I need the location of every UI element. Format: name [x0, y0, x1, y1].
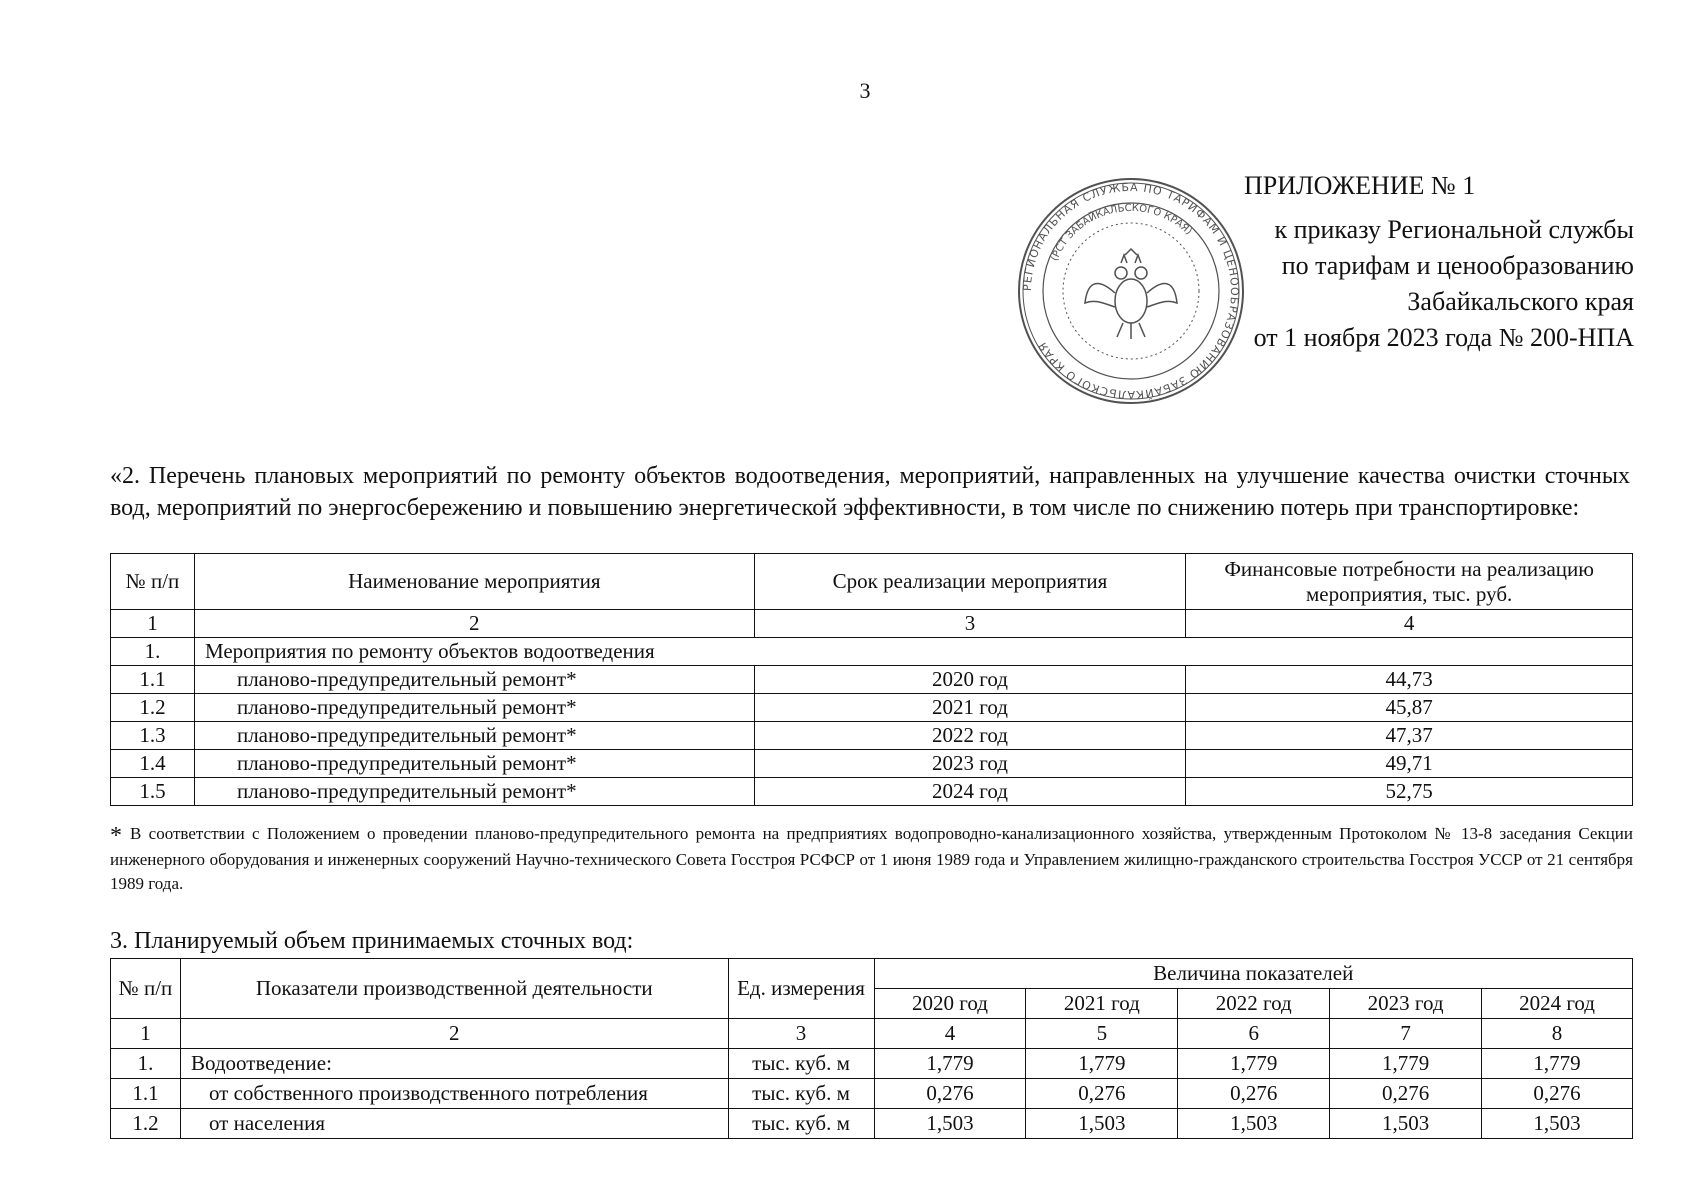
measure-name: планово-предупредительный ремонт* [194, 778, 754, 806]
col-number: 1 [111, 1019, 181, 1049]
measure-name: планово-предупредительный ремонт* [194, 694, 754, 722]
repair-measures-table [110, 553, 1633, 806]
measure-name: планово-предупредительный ремонт* [194, 750, 754, 778]
row-num: 1. [111, 1049, 181, 1079]
col-number: 7 [1330, 1019, 1482, 1049]
header-indicator: Показатели производственной деятельности [180, 959, 728, 1019]
indicator-value: 1,779 [874, 1049, 1026, 1079]
indicator-value: 0,276 [874, 1079, 1026, 1109]
header-year: 2023 год [1330, 989, 1482, 1019]
col-number: 8 [1482, 1019, 1633, 1049]
wastewater-volume-table [110, 958, 1633, 1139]
indicator-unit: тыс. куб. м [728, 1109, 874, 1139]
header-measure-name: Наименование мероприятия [194, 554, 754, 610]
indicator-value: 0,276 [1026, 1079, 1178, 1109]
measure-name: планово-предупредительный ремонт* [194, 666, 754, 694]
row-num: 1. [111, 638, 195, 666]
measure-amount: 49,71 [1186, 750, 1633, 778]
indicator-name: Водоотведение: [180, 1049, 728, 1079]
header-num: № п/п [111, 959, 181, 1019]
measure-amount: 45,87 [1186, 694, 1633, 722]
group-label: Мероприятия по ремонту объектов водоотведения [194, 638, 1632, 666]
col-number: 2 [180, 1019, 728, 1049]
svg-text:РЕГИОНАЛЬНАЯ СЛУЖБА ПО ТАРИФАМ: РЕГИОНАЛЬНАЯ СЛУЖБА ПО ТАРИФАМ И ЦЕНООБРАЗОВАНИЮ ЗАБАЙКАЛЬСКОГО КРАЯ [1020, 180, 1242, 402]
table-row [111, 750, 1633, 778]
table-row [111, 694, 1633, 722]
indicator-value: 0,276 [1178, 1079, 1330, 1109]
order-line-1: к приказу Региональной службы [1274, 215, 1634, 244]
footnote [110, 822, 1633, 896]
table-row [111, 722, 1633, 750]
col-number: 3 [728, 1019, 874, 1049]
indicator-value: 1,503 [1330, 1109, 1482, 1139]
col-number: 2 [194, 610, 754, 638]
measure-amount: 44,73 [1186, 666, 1633, 694]
header-term: Срок реализации мероприятия [754, 554, 1186, 610]
section-2-title: «2. Перечень плановых мероприятий по ремонту объектов водоотведения, мероприятий, направленных на улучшение качества очистки сточных вод, мероприятий по энергосбережению и повышению энергетической эффективности, в том числе по снижению потерь при транспортировке: [110, 463, 1630, 521]
order-line-3: Забайкальского края [1407, 287, 1634, 316]
row-num: 1.4 [111, 750, 195, 778]
appendix-order-reference [1150, 212, 1634, 356]
col-number: 1 [111, 610, 195, 638]
indicator-name: от населения [180, 1109, 728, 1139]
indicator-value: 1,779 [1026, 1049, 1178, 1079]
row-num: 1.1 [111, 1079, 181, 1109]
indicator-value: 0,276 [1482, 1079, 1633, 1109]
section-3-title: 3. Планируемый объем принимаемых сточных вод: [110, 928, 634, 954]
header-unit: Ед. измерения [728, 959, 874, 1019]
measure-term: 2021 год [754, 694, 1186, 722]
header-year: 2020 год [874, 989, 1026, 1019]
measure-amount: 52,75 [1186, 778, 1633, 806]
row-num: 1.2 [111, 1109, 181, 1139]
table-row [111, 1079, 1633, 1109]
header-financial-needs: Финансовые потребности на реализацию мероприятия, тыс. руб. [1186, 554, 1633, 610]
row-num: 1.5 [111, 778, 195, 806]
indicator-value: 1,503 [1026, 1109, 1178, 1139]
order-line-4: от 1 ноября 2023 года № 200-НПА [1253, 323, 1634, 352]
header-year: 2022 год [1178, 989, 1330, 1019]
col-number: 4 [874, 1019, 1026, 1049]
indicator-value: 1,779 [1482, 1049, 1633, 1079]
col-number: 3 [754, 610, 1186, 638]
measure-term: 2020 год [754, 666, 1186, 694]
row-num: 1.1 [111, 666, 195, 694]
indicator-value: 1,779 [1330, 1049, 1482, 1079]
indicator-value: 1,503 [1482, 1109, 1633, 1139]
indicator-name: от собственного производственного потребления [180, 1079, 728, 1109]
svg-text:(РСТ ЗАБАЙКАЛЬСКОГО КРАЯ): (РСТ ЗАБАЙКАЛЬСКОГО КРАЯ) [1049, 202, 1194, 263]
indicator-value: 1,779 [1178, 1049, 1330, 1079]
page-number: 3 [859, 78, 871, 103]
indicator-value: 1,503 [1178, 1109, 1330, 1139]
footnote-text: В соответствии с Положением о проведении планово-предупредительного ремонта на предприятиях водопроводно-канализационного хозяйства, утвержденным Протоколом № 13-8 заседания Секции инженерного оборудования и инженерных сооружений Научно-технического Совета Госстроя РСФСР от 1 июня 1989 года и Управлением жилищно-гражданского строительства Госстроя УССР от 21 сентября 1989 года. [110, 824, 1633, 893]
col-number: 4 [1186, 610, 1633, 638]
table-row [111, 1109, 1633, 1139]
header-year: 2021 год [1026, 989, 1178, 1019]
header-num: № п/п [111, 554, 195, 610]
table-row-group [111, 638, 1633, 666]
table-row [111, 1049, 1633, 1079]
appendix-title: ПРИЛОЖЕНИЕ № 1 [1244, 171, 1476, 200]
measure-name: планово-предупредительный ремонт* [194, 722, 754, 750]
indicator-unit: тыс. куб. м [728, 1079, 874, 1109]
header-values-group: Величина показателей [874, 959, 1633, 989]
row-num: 1.2 [111, 694, 195, 722]
footnote-mark: * [110, 823, 122, 849]
table-row [111, 666, 1633, 694]
appendix-header [1150, 168, 1670, 356]
order-line-2: по тарифам и ценообразованию [1281, 251, 1634, 280]
indicator-unit: тыс. куб. м [728, 1049, 874, 1079]
col-number: 5 [1026, 1019, 1178, 1049]
indicator-value: 0,276 [1330, 1079, 1482, 1109]
header-year: 2024 год [1482, 989, 1633, 1019]
measure-term: 2022 год [754, 722, 1186, 750]
measure-amount: 47,37 [1186, 722, 1633, 750]
table-row [111, 778, 1633, 806]
indicator-value: 1,503 [874, 1109, 1026, 1139]
measure-term: 2024 год [754, 778, 1186, 806]
col-number: 6 [1178, 1019, 1330, 1049]
measure-term: 2023 год [754, 750, 1186, 778]
row-num: 1.3 [111, 722, 195, 750]
